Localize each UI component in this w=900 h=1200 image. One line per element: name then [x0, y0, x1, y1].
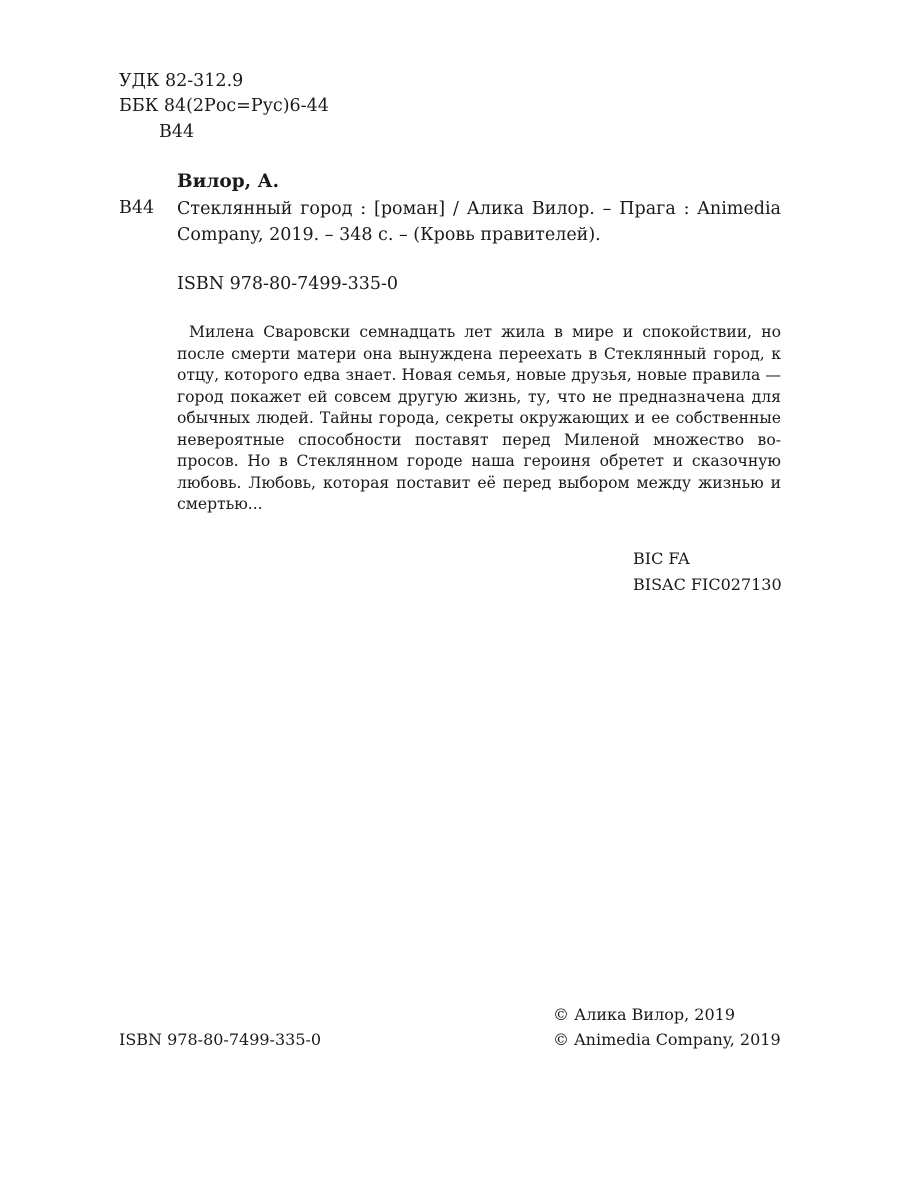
cutter-code-side: В44	[119, 198, 155, 218]
annotation-text: Милена Сваровски семнадцать лет жила в мире и спокойствии, но после смерти матери она вынуждена переехать в Стеклянный город, к отцу, которого едва знает. Новая семья, новые друзья, новые правила — город покажет ей совсем другую жизнь, ту, что не предназначена для обычных людей. Тайны города, секреты окружающих и ее собственные невероятные способности поставят перед Миленой множество вопросов. Но в Стеклянном городе наша героиня обретет и сказочную любовь. Любовь, которая поставит её перед выбором между жизнью и смертью...	[177, 323, 781, 513]
udc-code: УДК 82-312.9	[119, 71, 244, 91]
copyright-author: © Алика Вилор, 2019	[553, 1005, 736, 1024]
bibliographic-description: Стеклянный город : [роман] / Алика Вилор. – Прага : Animedia Company, 2019. – 348 с. – (Кровь правителей).	[177, 199, 781, 245]
isbn-footer: ISBN 978-80-7499-335-0	[119, 1030, 322, 1049]
copyright-publisher: © Animedia Company, 2019	[553, 1030, 781, 1049]
cutter-code: В44	[159, 122, 195, 142]
isbn-main: ISBN 978-80-7499-335-0	[177, 274, 399, 294]
bisac-code: BISAC FIC027130	[633, 575, 782, 594]
bic-code: BIC FA	[633, 549, 690, 568]
author-heading: Вилор, А.	[177, 171, 280, 192]
bbk-code: ББК 84(2Рос=Рус)6-44	[119, 96, 329, 116]
